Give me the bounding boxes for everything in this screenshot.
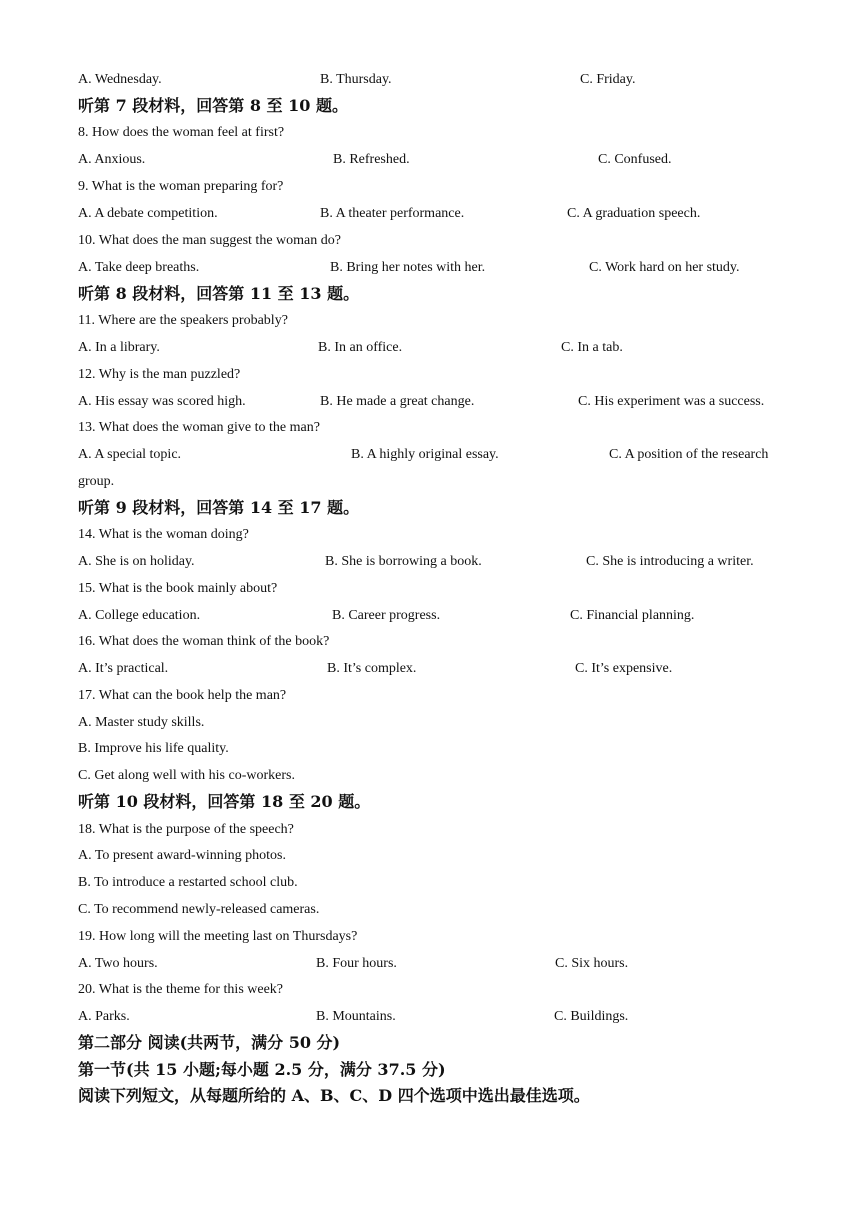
q7-option-a: A. Wednesday. <box>78 72 162 87</box>
question-8: 8. How does the woman feel at first? <box>78 125 285 140</box>
question-13: 13. What does the woman give to the man? <box>78 420 320 435</box>
q7-option-b: B. Thursday. <box>320 72 392 87</box>
q15-option-a: A. College education. <box>78 608 201 623</box>
question-16: 16. What does the woman think of the book? <box>78 634 330 649</box>
q11-option-b: B. In an office. <box>318 340 403 355</box>
question-18: 18. What is the purpose of the speech? <box>78 822 294 837</box>
q13-option-c: C. A position of the research <box>609 447 769 462</box>
q8-option-b: B. Refreshed. <box>333 152 410 167</box>
q13-option-c-continued: group. <box>78 474 115 489</box>
question-20: 20. What is the theme for this week? <box>78 982 284 997</box>
q13-option-a: A. A special topic. <box>78 447 182 462</box>
section-header-8: 听第 8 段材料，回答第 11 至 13 题。 <box>78 284 360 303</box>
q9-option-c: C. A graduation speech. <box>567 206 701 221</box>
q9-option-b: B. A theater performance. <box>320 206 465 221</box>
q20-option-a: A. Parks. <box>78 1009 130 1024</box>
q8-option-a: A. Anxious. <box>78 152 146 167</box>
q14-option-a: A. She is on holiday. <box>78 554 195 569</box>
q15-option-b: B. Career progress. <box>332 608 441 623</box>
part-2-instruction: 阅读下列短文，从每题所给的 A、B、C、D 四个选项中选出最佳选项。 <box>78 1086 590 1105</box>
question-12: 12. Why is the man puzzled? <box>78 367 241 382</box>
q12-option-a: A. His essay was scored high. <box>78 394 246 409</box>
part-2-title: 第二部分 阅读(共两节，满分 50 分) <box>78 1033 341 1052</box>
q11-option-c: C. In a tab. <box>561 340 623 355</box>
q10-option-c: C. Work hard on her study. <box>589 260 740 275</box>
q18-option-c: C. To recommend newly-released cameras. <box>78 902 320 917</box>
q17-option-a: A. Master study skills. <box>78 715 205 730</box>
q12-option-c: C. His experiment was a success. <box>578 394 765 409</box>
q17-option-b: B. Improve his life quality. <box>78 741 229 756</box>
q12-option-b: B. He made a great change. <box>320 394 475 409</box>
q13-option-b: B. A highly original essay. <box>351 447 499 462</box>
q19-option-c: C. Six hours. <box>555 956 629 971</box>
question-15: 15. What is the book mainly about? <box>78 581 278 596</box>
q14-option-b: B. She is borrowing a book. <box>325 554 482 569</box>
q10-option-b: B. Bring her notes with her. <box>330 260 486 275</box>
q18-option-b: B. To introduce a restarted school club. <box>78 875 298 890</box>
q20-option-b: B. Mountains. <box>316 1009 396 1024</box>
q11-option-a: A. In a library. <box>78 340 160 355</box>
q16-option-c: C. It’s expensive. <box>575 661 673 676</box>
q20-option-c: C. Buildings. <box>554 1009 629 1024</box>
q19-option-b: B. Four hours. <box>316 956 397 971</box>
section-header-9: 听第 9 段材料，回答第 14 至 17 题。 <box>78 498 360 517</box>
q10-option-a: A. Take deep breaths. <box>78 260 200 275</box>
q16-option-b: B. It’s complex. <box>327 661 417 676</box>
question-9: 9. What is the woman preparing for? <box>78 179 284 194</box>
q18-option-a: A. To present award-winning photos. <box>78 848 286 863</box>
question-10: 10. What does the man suggest the woman do? <box>78 233 341 248</box>
part-2-section-1: 第一节(共 15 小题;每小题 2.5 分，满分 37.5 分) <box>78 1060 446 1079</box>
q14-option-c: C. She is introducing a writer. <box>586 554 754 569</box>
section-header-7: 听第 7 段材料，回答第 8 至 10 题。 <box>78 96 348 115</box>
q17-option-c: C. Get along well with his co-workers. <box>78 768 295 783</box>
q19-option-a: A. Two hours. <box>78 956 158 971</box>
question-14: 14. What is the woman doing? <box>78 527 249 542</box>
q7-option-c: C. Friday. <box>580 72 636 87</box>
question-11: 11. Where are the speakers probably? <box>78 313 288 328</box>
q9-option-a: A. A debate competition. <box>78 206 218 221</box>
question-19: 19. How long will the meeting last on Thursdays? <box>78 929 358 944</box>
section-header-10: 听第 10 段材料，回答第 18 至 20 题。 <box>78 792 371 811</box>
q8-option-c: C. Confused. <box>598 152 672 167</box>
q16-option-a: A. It’s practical. <box>78 661 169 676</box>
q15-option-c: C. Financial planning. <box>570 608 695 623</box>
question-17: 17. What can the book help the man? <box>78 688 287 703</box>
